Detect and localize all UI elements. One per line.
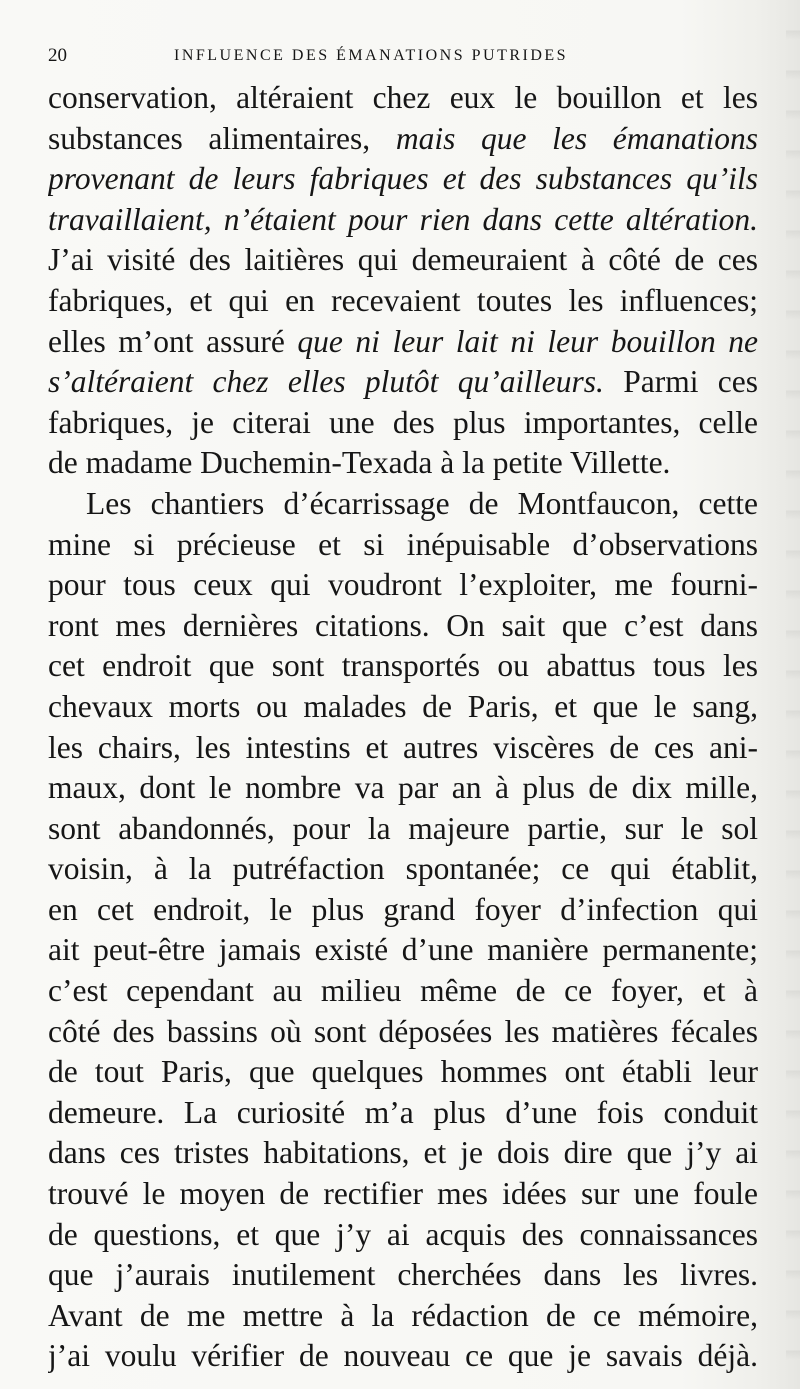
text-line [48, 78, 758, 119]
text-line [48, 768, 758, 809]
text-line [48, 971, 758, 1012]
text-line [48, 200, 758, 241]
text-line [48, 525, 758, 566]
text-line [48, 606, 758, 647]
text-segment: Les chantiers d’écarrissage de Montfaucon, cette [86, 485, 758, 521]
text-line [48, 403, 758, 444]
text-segment: ait peut-être jamais existé d’une manière permanente; [48, 932, 758, 968]
text-line [48, 1093, 758, 1134]
text-segment: de madame Duchemin-Texada à la petite Villette. [48, 445, 671, 481]
text-segment: cet endroit que sont transportés ou abattus tous les [48, 648, 758, 684]
page-number: 20 [48, 45, 67, 66]
text-line [48, 443, 758, 484]
italic-text-segment: travaillaient, n’étaient pour rien dans cette altération. [48, 201, 758, 237]
text-segment: j’ai voulu vérifier de nouveau ce que je savais déjà. [48, 1338, 758, 1374]
text-line [48, 1215, 758, 1256]
text-segment: Parmi ces [603, 364, 758, 400]
italic-text-segment: mais que les émanations [395, 120, 758, 156]
text-line [48, 1174, 758, 1215]
text-segment: de questions, et que j’y ai acquis des connaissances [48, 1216, 758, 1252]
text-line [48, 849, 758, 890]
text-segment: chevaux morts ou malades de Paris, et que le sang, [48, 688, 758, 724]
text-segment: fabriques, je citerai une des plus importantes, celle [48, 404, 758, 440]
body-text [48, 78, 758, 1377]
text-line [48, 930, 758, 971]
text-line [48, 1133, 758, 1174]
text-segment: elles m’ont assuré [48, 323, 298, 359]
text-line [48, 565, 758, 606]
text-segment: trouvé le moyen de rectifier mes idées sur une foule [48, 1176, 758, 1212]
text-segment: dans ces tristes habitations, et je dois dire que j’y ai [48, 1135, 758, 1171]
text-line [48, 728, 758, 769]
text-line [48, 322, 758, 363]
text-line [48, 119, 758, 160]
text-segment: maux, dont le nombre va par an à plus de dix mille, [48, 770, 758, 806]
text-line [48, 484, 758, 525]
text-line [48, 159, 758, 200]
text-line [48, 1255, 758, 1296]
text-segment: sont abandonnés, pour la majeure partie, sur le sol [48, 810, 758, 846]
text-segment: que j’aurais inutilement cherchées dans les livres. [48, 1257, 758, 1293]
text-line [48, 281, 758, 322]
text-segment: ront mes dernières citations. On sait que c’est dans [48, 607, 758, 643]
running-title: INFLUENCE DES ÉMANATIONS PUTRIDES [174, 47, 569, 64]
text-segment: les chairs, les intestins et autres viscères de ces ani- [48, 729, 758, 765]
text-segment: Avant de me mettre à la rédaction de ce mémoire, [48, 1297, 758, 1333]
text-segment: de tout Paris, que quelques hommes ont établi leur [48, 1054, 758, 1090]
page-edge-shadow [786, 0, 800, 1389]
text-segment: mine si précieuse et si inépuisable d’observations [48, 526, 758, 562]
text-segment: côté des bassins où sont déposées les matières fécales [48, 1013, 758, 1049]
text-line [48, 1052, 758, 1093]
text-line [48, 1336, 758, 1377]
italic-text-segment: que ni leur lait ni leur bouillon ne [297, 323, 758, 359]
text-segment: substances alimentaires, [48, 120, 396, 156]
italic-text-segment: s’altéraient chez elles plutôt qu’ailleurs. [48, 364, 604, 400]
text-segment: demeure. La curiosité m’a plus d’une fois conduit [48, 1094, 758, 1130]
text-line [48, 890, 758, 931]
text-line [48, 1296, 758, 1337]
text-line [48, 687, 758, 728]
text-line [48, 240, 758, 281]
text-line [48, 646, 758, 687]
text-line [48, 362, 758, 403]
text-segment: conservation, altéraient chez eux le bouillon et les [48, 80, 758, 115]
text-segment: J’ai visité des laitières qui demeuraient à côté de ces [48, 242, 758, 278]
text-line [48, 1012, 758, 1053]
text-segment: voisin, à la putréfaction spontanée; ce qui établit, [48, 851, 758, 887]
italic-text-segment: provenant de leurs fabriques et des substances qu’ils [48, 161, 758, 197]
text-segment: fabriques, et qui en recevaient toutes les influences; [48, 282, 758, 318]
running-head [48, 36, 768, 76]
text-line [48, 809, 758, 850]
text-segment: pour tous ceux qui voudront l’exploiter, me fourni- [48, 567, 758, 603]
text-segment: c’est cependant au milieu même de ce foyer, et à [48, 973, 758, 1009]
text-segment: en cet endroit, le plus grand foyer d’infection qui [48, 891, 758, 927]
